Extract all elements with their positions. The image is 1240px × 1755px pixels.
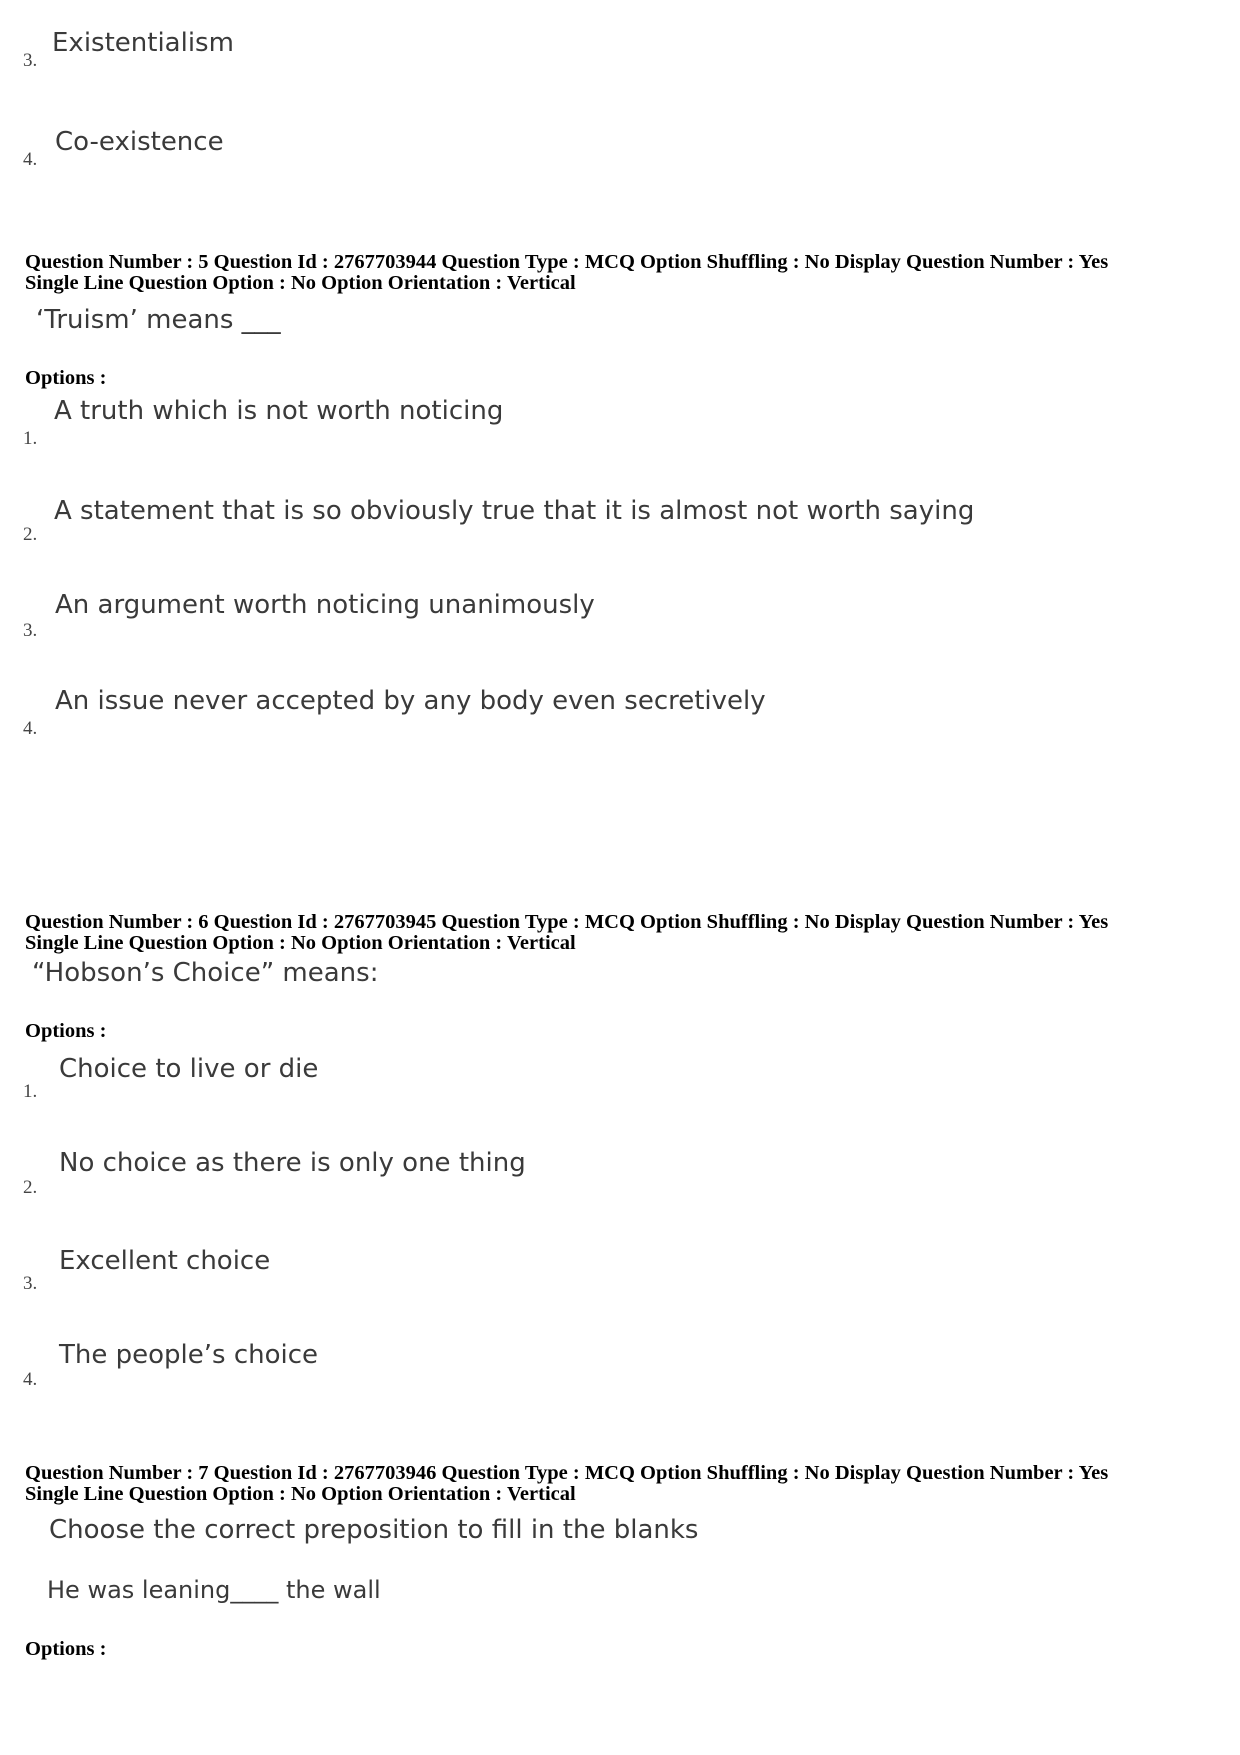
option-text: The people’s choice <box>59 1340 319 1370</box>
option-text: An argument worth noticing unanimously <box>55 590 595 620</box>
option-text: No choice as there is only one thing <box>59 1148 526 1178</box>
question-meta-line-2: Single Line Question Option : No Option Orientation : Vertical <box>25 1483 576 1505</box>
option-text: A truth which is not worth noticing <box>54 396 504 426</box>
option-number: 4. <box>23 1369 38 1390</box>
question-text: ‘Truism’ means ___ <box>36 305 281 335</box>
question-meta-line-1: Question Number : 6 Question Id : 2767703945 Question Type : MCQ Option Shuffling : No Display Question Number : Yes <box>25 911 1109 933</box>
option-number: 1. <box>23 1081 38 1102</box>
options-label: Options : <box>25 367 107 389</box>
option-text: A statement that is so obviously true that it is almost not worth saying <box>54 496 975 526</box>
options-label: Options : <box>25 1638 107 1660</box>
option-number: 3. <box>23 50 38 71</box>
option-number: 4. <box>23 718 38 739</box>
question-text-line-1: Choose the correct preposition to fill in the blanks <box>49 1515 699 1545</box>
question-text-line-2: He was leaning____ the wall <box>47 1576 381 1604</box>
options-label: Options : <box>25 1020 107 1042</box>
question-meta-line-2: Single Line Question Option : No Option Orientation : Vertical <box>25 272 576 294</box>
option-text: Co-existence <box>55 127 224 157</box>
option-text: Choice to live or die <box>59 1054 319 1084</box>
option-number: 2. <box>23 1177 38 1198</box>
question-meta-line-1: Question Number : 7 Question Id : 2767703946 Question Type : MCQ Option Shuffling : No Display Question Number : Yes <box>25 1462 1109 1484</box>
option-number: 2. <box>23 524 38 545</box>
option-number: 4. <box>23 149 38 170</box>
option-text: Excellent choice <box>59 1246 271 1276</box>
option-number: 3. <box>23 1273 38 1294</box>
option-number: 1. <box>23 428 38 449</box>
option-text: Existentialism <box>52 28 234 58</box>
question-text: “Hobson’s Choice” means: <box>32 958 379 988</box>
option-number: 3. <box>23 620 38 641</box>
question-meta-line-1: Question Number : 5 Question Id : 2767703944 Question Type : MCQ Option Shuffling : No Display Question Number : Yes <box>25 251 1109 273</box>
question-meta-line-2: Single Line Question Option : No Option Orientation : Vertical <box>25 932 576 954</box>
option-text: An issue never accepted by any body even secretively <box>55 686 766 716</box>
